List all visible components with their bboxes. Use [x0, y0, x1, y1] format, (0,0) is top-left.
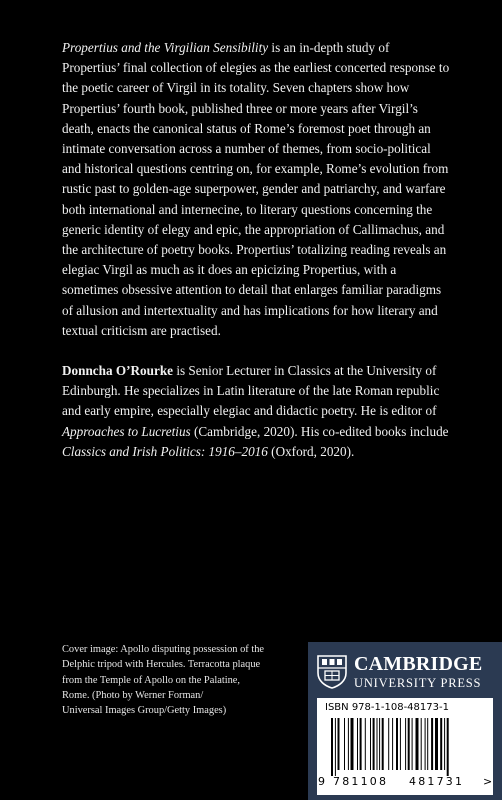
barcode-bar	[377, 718, 378, 770]
cover-image-caption	[62, 642, 302, 718]
bio-text-1: is Senior Lecturer in Classics at the University of Edinburgh. He specializes in Latin literature of the late Roman republic and early empire, especially elegiac and didactic poetry. He is editor of	[62, 363, 440, 419]
caption-line: Rome. (Photo by Werner Forman/	[62, 689, 204, 701]
barcode-bar	[351, 718, 354, 770]
barcode-bar	[444, 718, 445, 770]
barcode-quiet-mark: >	[483, 775, 493, 788]
book-title: Propertius and the Virgilian Sensibility	[62, 40, 269, 55]
barcode-digit-first: 9	[318, 775, 325, 788]
bio-text-3: (Oxford, 2020).	[267, 443, 355, 459]
barcode-digits-left: 781108	[333, 775, 389, 788]
barcode-bar	[425, 718, 426, 770]
barcode-bar	[373, 718, 375, 770]
description-text: is an in-depth study of Propertius’ final collection of elegies as the earliest concerted response to the poetic career of Virgil in its totality. Seven chapters show how Propertius’ fourth book, published three or more years after Virgil’s death, enacts the canonical status of Rome’s foremost poet through an intimate conversation across a number of themes, from socio-political and historical questions centring on, for example, Rome’s evolution from rustic past to golden-age superpower, gender and patriarchy, and warfare both international and internecine, to literary questions concerning the generic identity of elegy and epic, the appropriation of Callimachus, and the architecture of poetry books. Propertius’ totalizing reading reveals an elegiac Virgil as much as it does an epicizing Propertius, with a sometimes obsessive attention to detail that enlarges familiar paradigms of allusion and intertextuality and has implications for how literary and textual criticism are practised.	[62, 40, 450, 338]
barcode-bar	[348, 718, 349, 770]
isbn-barcode	[317, 698, 493, 795]
publisher-panel	[308, 642, 502, 800]
barcode-bars	[325, 718, 485, 776]
author-bio-paragraph	[62, 361, 450, 462]
barcode-bar	[365, 718, 366, 770]
barcode-bar	[392, 718, 393, 770]
barcode-bar	[431, 718, 433, 770]
caption-line: Delphic tripod with Hercules. Terracotta plaque	[62, 659, 261, 671]
barcode-bar	[435, 718, 438, 770]
publisher-wordmark	[354, 655, 482, 690]
caption-line: Universal Images Group/Getty Images)	[62, 705, 227, 717]
barcode-bar	[427, 718, 428, 770]
barcode-bar	[412, 718, 413, 770]
author-name: Donncha O’Rourke	[62, 363, 174, 379]
caption-line: from the Temple of Apollo on the Palatine,	[62, 674, 240, 686]
back-cover-blurb	[62, 38, 450, 462]
bio-book-title-2: Classics and Irish Politics: 1916–2016	[62, 443, 268, 459]
isbn-label: ISBN 978-1-108-48173-1	[325, 702, 449, 713]
barcode-bar	[382, 718, 384, 770]
barcode-bar	[408, 718, 410, 770]
publisher-logo	[317, 655, 482, 690]
bio-book-title-1: Approaches to Lucretius	[62, 423, 191, 439]
bio-text-2: (Cambridge, 2020). His co-edited books include	[190, 423, 449, 439]
barcode-bar	[379, 718, 380, 770]
caption-line: Cover image: Apollo disputing possession of the	[62, 644, 265, 655]
publisher-name-line1: CAMBRIDGE	[354, 653, 483, 675]
barcode-bar	[360, 718, 362, 770]
barcode-bar	[344, 718, 345, 770]
barcode-bar	[335, 718, 336, 776]
publisher-name-line2: UNIVERSITY PRESS	[354, 676, 482, 690]
barcode-bar	[421, 718, 422, 770]
description-paragraph	[62, 38, 450, 341]
barcode-bar	[388, 718, 389, 770]
cambridge-crest-icon	[317, 655, 347, 689]
barcode-bar	[396, 718, 398, 770]
barcode-bar	[331, 718, 333, 776]
barcode-bar	[405, 718, 406, 770]
barcode-bar	[370, 718, 371, 770]
barcode-digits-right: 481731	[409, 775, 465, 788]
barcode-bar	[357, 718, 358, 770]
barcode-bar	[338, 718, 340, 770]
barcode-bar	[447, 718, 449, 776]
barcode-bar	[416, 718, 419, 770]
barcode-bar	[440, 718, 442, 770]
barcode-bar	[400, 718, 401, 770]
